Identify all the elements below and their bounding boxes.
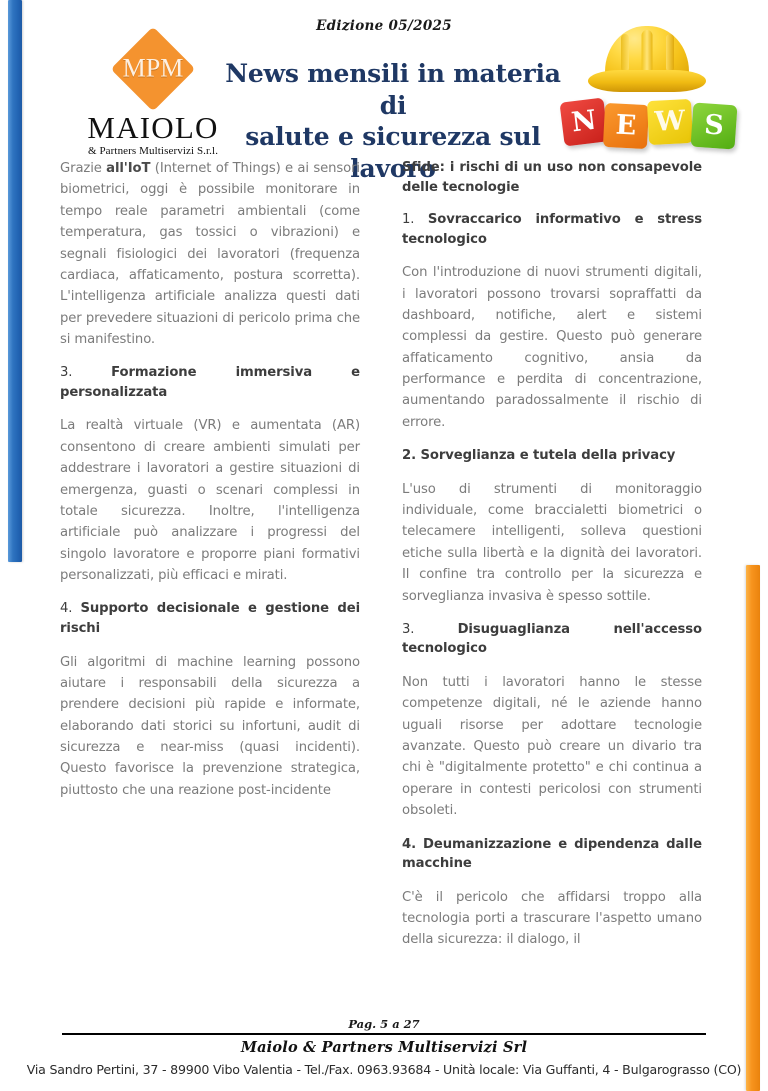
heading-disuguaglianza	[402, 620, 702, 659]
right-heading-3-text: Disuguaglianza nell'accesso tecnologico	[402, 621, 702, 657]
heading-3-number: 3.	[60, 365, 112, 381]
paragraph-monitoraggio: L'uso di strumenti di monitoraggio individuale, come braccialetti biometrici o telecamere intelligenti, solleva questioni etiche sulla libertà e la dignità dei lavoratori. Il confine tra controllo per la sicurezza e sorveglianza invasiva è spesso sottile.	[402, 481, 702, 604]
heading-3-text: Formazione immersiva e personalizzata	[60, 365, 360, 400]
news-block-e: E	[603, 103, 649, 149]
footer-address: Via Sandro Pertini, 37 - 89900 Vibo Valentia - Tel./Fax. 0963.93684 - Unità locale: Via Guffanti, 4 - Bulgarograsso (CO)	[26, 1062, 742, 1077]
paragraph-iot-prefix: Grazie	[60, 161, 107, 176]
hard-hat-ridge-center	[642, 30, 653, 74]
hard-hat-icon	[588, 26, 706, 92]
page-title-line2: salute e sicurezza sul lavoro	[245, 122, 541, 183]
page-title-line1: News mensili in materia di	[225, 59, 561, 120]
hard-hat-brim	[588, 70, 706, 92]
logo-company-name: MAIOLO	[87, 110, 219, 145]
heading-4-number: 4.	[60, 601, 81, 617]
news-block-s: S	[691, 103, 738, 150]
heading-deumanizzazione: 4. Deumanizzazione e dipendenza dalle macchine	[402, 836, 702, 872]
edition-label: Edizione 05/2025	[316, 18, 452, 34]
paragraph-strumenti-digitali: Con l'introduzione di nuovi strumenti digitali, i lavoratori possono trovarsi sopraffatti da dashboard, notifiche, alert e sistemi complessi da gestire. Questo può generare affaticamento cognitivo, ansia da performance e perdita di concentrazione, aumentando paradossalmente il rischio di errore.	[402, 265, 702, 430]
news-block-n: N	[559, 97, 608, 146]
heading-sfide: Sfide: i rischi di un uso non consapevole delle tecnologie	[402, 160, 702, 195]
heading-4-text: Supporto decisionale e gestione dei rischi	[60, 601, 360, 636]
paragraph-realta-virtuale: La realtà virtuale (VR) e aumentata (AR) consentono di creare ambienti simulati per addestrare i lavoratori a gestire situazioni di emergenza, guasti o scenari complessi in totale sicurezza. Inoltre, l'intelligenza artificiale può analizzare i progressi del singolo lavoratore e proporre piani formativi personalizzati, più efficaci e mirati.	[60, 418, 360, 584]
article-content	[0, 158, 768, 998]
page-number-label: Pag. 5 a 27	[348, 1017, 420, 1031]
right-heading-1-text: Sovraccarico informativo e stress tecnologico	[402, 212, 702, 247]
page-footer	[0, 1017, 768, 1077]
paragraph-iot-bold: all'IoT	[106, 161, 151, 176]
footer-divider	[62, 1033, 706, 1035]
right-heading-3-number: 3.	[402, 621, 458, 637]
heading-formazione-immersiva	[60, 363, 360, 402]
news-letter-blocks	[558, 90, 744, 150]
logo-company-subtitle: & Partners Multiservizi S.r.l.	[87, 144, 219, 157]
heading-sovraccarico-informativo	[402, 210, 702, 249]
diamond-logo-icon	[112, 28, 194, 110]
heading-supporto-decisionale	[60, 599, 360, 638]
heading-sorveglianza-privacy: 2. Sorveglianza e tutela della privacy	[402, 448, 676, 464]
paragraph-pericolo-tecnologia: C'è il pericolo che affidarsi troppo alla tecnologia porti a trascurare l'aspetto umano della sicurezza: il dialogo, il	[402, 889, 702, 948]
hard-hat-ridge-left	[621, 34, 629, 72]
hard-hat-ridge-right	[666, 34, 674, 72]
paragraph-machine-learning: Gli algoritmi di machine learning possono aiutare i responsabili della sicurezza a prendere decisioni più rapide e informate, elaborando dati storici su infortuni, audit di sicurezza e near-miss (quasi incidenti). Questo favorisce la prevenzione strategica, piuttosto che una reazione post-incidente	[60, 654, 360, 798]
paragraph-iot	[60, 158, 360, 350]
left-column	[60, 158, 360, 998]
paragraph-iot-rest: (Internet of Things) e ai sensori biometrici, oggi è possibile monitorare in tempo reale parametri ambientali (come temperatura, gas tossici o vibrazioni) e segnali fisiologici dei lavoratori (frequenza cardiaca, affaticamento, postura scorretta). L'intelligenza artificiale analizza questi dati per prevedere situazioni di pericolo prima che si manifestino.	[60, 161, 360, 347]
news-artwork	[554, 24, 746, 152]
paragraph-competenze-digitali: Non tutti i lavoratori hanno le stesse competenze digitali, né le aziende hanno uguali risorse per adottare tecnologie avanzate. Questo può creare un divario tra chi è "digitalmente protetto" e chi continua a operare in contesti pericolosi con strumenti obsoleti.	[402, 674, 702, 819]
news-block-w: W	[647, 99, 693, 145]
footer-company-name: Maiolo & Partners Multiservizi Srl	[240, 1039, 528, 1056]
right-column	[402, 158, 702, 998]
right-heading-1-number: 1.	[402, 212, 428, 228]
logo-monogram: MPM	[122, 53, 184, 83]
